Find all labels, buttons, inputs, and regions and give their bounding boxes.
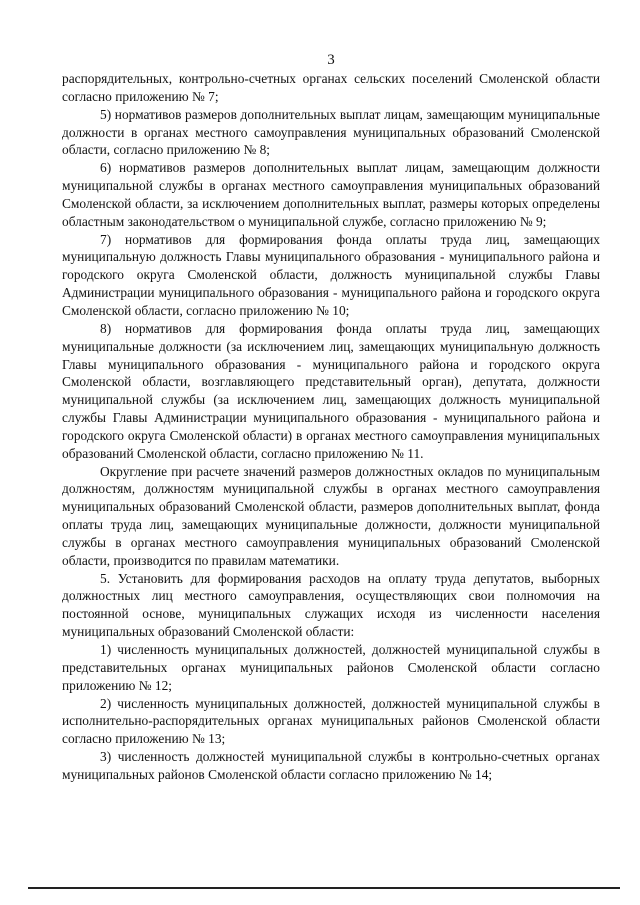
document-body xyxy=(62,70,600,784)
paragraph-continuation: распорядительных, контрольно-счетных органах сельских поселений Смоленской области согласно приложению № 7; xyxy=(62,71,600,104)
paragraph-item-5: 5) нормативов размеров дополнительных выплат лицам, замещающим муниципальные должности в органах местного самоуправления муниципальных образований Смоленской области, согласно приложению № 8; xyxy=(62,106,600,158)
paragraph-item-6: 6) нормативов размеров дополнительных выплат лицам, замещающим должности муниципальной службы в органах местного самоуправления муниципальных образований Смоленской области, за исключением дополнительных выплат, размеры которых определены областным законодательством о муниципальной службе, согласно приложению № 9; xyxy=(62,160,600,229)
paragraph-section-5: 5. Установить для формирования расходов на оплату труда депутатов, выборных должностных лиц местного самоуправления, осуществляющих свои полномочия на постоянной основе, муниципальных служащих исходя из численности населения муниципальных образований Смоленской области: xyxy=(62,570,600,640)
footer-rule xyxy=(28,887,620,889)
paragraph-subitem-1: 1) численность муниципальных должностей, должностей муниципальной службы в представительных органах муниципальных районов Смоленской области согласно приложению № 12; xyxy=(62,642,600,693)
page-number: 3 xyxy=(327,52,335,68)
paragraph-subitem-2: 2) численность муниципальных должностей, должностей муниципальной службы в исполнительно-распорядительных органах муниципальных районов Смоленской области согласно приложению № 13; xyxy=(62,695,600,747)
paragraph-rounding: Округление при расчете значений размеров должностных окладов по муниципальным должностям, должностям муниципальной службы в органах местного самоуправления муниципальных образований Смоленской области, размеров дополнительных выплат, фонда оплаты труда лиц, замещающих муниципальные должности, должности муниципальной службы в органах местного самоуправления муниципальных образований Смоленской области, производится по правилам математики. xyxy=(62,463,600,568)
paragraph-item-7: 7) нормативов для формирования фонда оплаты труда лиц, замещающих муниципальную должность Главы муниципального образования - муниципального района и городского округа Смоленской области, должность муниципальной службы Главы Администрации муниципального образования - муниципального района и городского округа Смоленской области, согласно приложению № 10; xyxy=(62,231,600,318)
paragraph-item-8: 8) нормативов для формирования фонда оплаты труда лиц, замещающих муниципальные должности (за исключением лиц, замещающих муниципальную должность Главы муниципального образования - муниципального района и городского округа Смоленской области, возглавляющего представительный орган), депутата, должности муниципальной службы (за исключением лиц, замещающих должность муниципальной службы Главы Администрации муниципального образования - муниципального района и городского округа Смоленской области) в органах местного самоуправления муниципальных образований Смоленской области, согласно приложению № 11. xyxy=(62,320,600,461)
paragraph-subitem-3: 3) численность должностей муниципальной службы в контрольно-счетных органах муниципальных районов Смоленской области согласно приложению № 14; xyxy=(62,749,600,782)
